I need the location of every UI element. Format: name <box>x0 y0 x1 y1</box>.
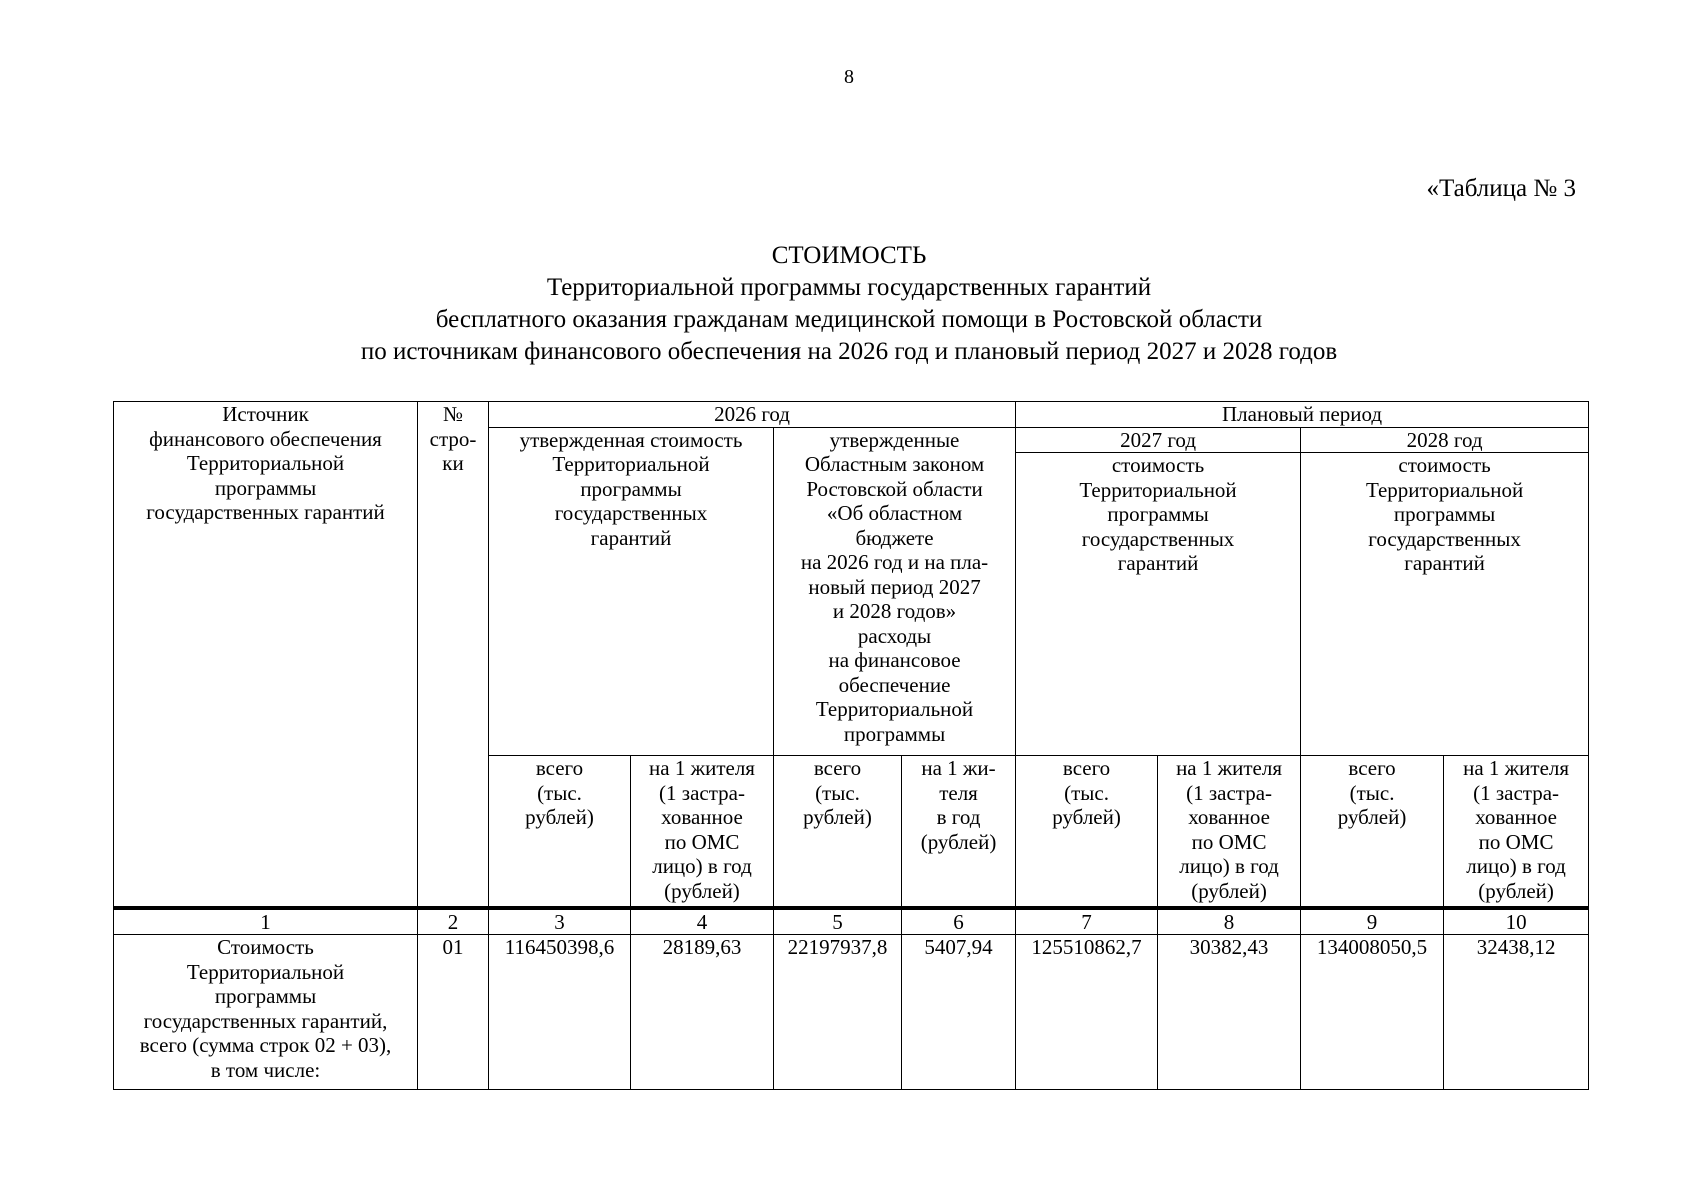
page-number: 8 <box>844 66 854 88</box>
row-label: Стоимость Территориальной программы государственных гарантий, всего (сумма строк 02 + 03), в том числе: <box>114 935 418 1090</box>
header-cost-2027: стоимость Территориальной программы государственных гарантий <box>1016 453 1301 756</box>
header-per-capita-2026-law: на 1 жи- теля в год (рублей) <box>902 756 1016 908</box>
column-number: 8 <box>1158 908 1301 935</box>
header-approved-by-law: утвержденные Областным законом Ростовской области «Об областном бюджете на 2026 год и на пла- новый период 2027 и 2028 годов» расходы на финансовое обеспечение Территориальной программы <box>774 427 1016 756</box>
column-number: 4 <box>631 908 774 935</box>
header-approved-cost: утвержденная стоимость Территориальной программы государственных гарантий <box>489 427 774 756</box>
header-cost-2028: стоимость Территориальной программы государственных гарантий <box>1301 453 1589 756</box>
header-row-1 <box>114 402 1589 428</box>
value-total-2028: 134008050,5 <box>1301 935 1444 1090</box>
table-label: «Таблица № 3 <box>1426 175 1576 202</box>
header-total-2028: всего (тыс. рублей) <box>1301 756 1444 908</box>
value-total-2026-approved: 116450398,6 <box>489 935 631 1090</box>
header-source: Источник финансового обеспечения Территориальной программы государственных гарантий <box>114 402 418 908</box>
column-number: 3 <box>489 908 631 935</box>
value-per-capita-2026-law: 5407,94 <box>902 935 1016 1090</box>
header-planned-period: Плановый период <box>1016 402 1589 428</box>
value-per-capita-2028: 32438,12 <box>1444 935 1589 1090</box>
column-number: 6 <box>902 908 1016 935</box>
header-year-2027: 2027 год <box>1016 427 1301 453</box>
document-title <box>0 240 1698 368</box>
header-total-2026-law: всего (тыс. рублей) <box>774 756 902 908</box>
value-total-2027: 125510862,7 <box>1016 935 1158 1090</box>
header-row-number: № стро- ки <box>418 402 489 908</box>
column-number: 5 <box>774 908 902 935</box>
column-number-row <box>114 908 1589 935</box>
column-number: 7 <box>1016 908 1158 935</box>
header-per-capita-2028: на 1 жителя (1 застра- хованное по ОМС лицо) в год (рублей) <box>1444 756 1589 908</box>
table-row <box>114 935 1589 1090</box>
column-number: 1 <box>114 908 418 935</box>
value-per-capita-2026-approved: 28189,63 <box>631 935 774 1090</box>
title-line-4: по источникам финансового обеспечения на 2026 год и плановый период 2027 и 2028 годов <box>360 338 1338 365</box>
header-total-2026-approved: всего (тыс. рублей) <box>489 756 631 908</box>
header-per-capita-2027: на 1 жителя (1 застра- хованное по ОМС лицо) в год (рублей) <box>1158 756 1301 908</box>
header-total-2027: всего (тыс. рублей) <box>1016 756 1158 908</box>
row-number: 01 <box>418 935 489 1090</box>
column-number: 10 <box>1444 908 1589 935</box>
header-year-2026: 2026 год <box>489 402 1016 428</box>
column-number: 9 <box>1301 908 1444 935</box>
value-total-2026-law: 22197937,8 <box>774 935 902 1090</box>
title-line-2: Территориальной программы государственных гарантий <box>546 274 1152 301</box>
column-number: 2 <box>418 908 489 935</box>
header-year-2028: 2028 год <box>1301 427 1589 453</box>
value-per-capita-2027: 30382,43 <box>1158 935 1301 1090</box>
cost-table <box>113 401 1589 1090</box>
title-line-1: СТОИМОСТЬ <box>771 242 927 269</box>
title-line-3: бесплатного оказания гражданам медицинской помощи в Ростовской области <box>435 306 1263 333</box>
header-per-capita-2026-approved: на 1 жителя (1 застра- хованное по ОМС лицо) в год (рублей) <box>631 756 774 908</box>
